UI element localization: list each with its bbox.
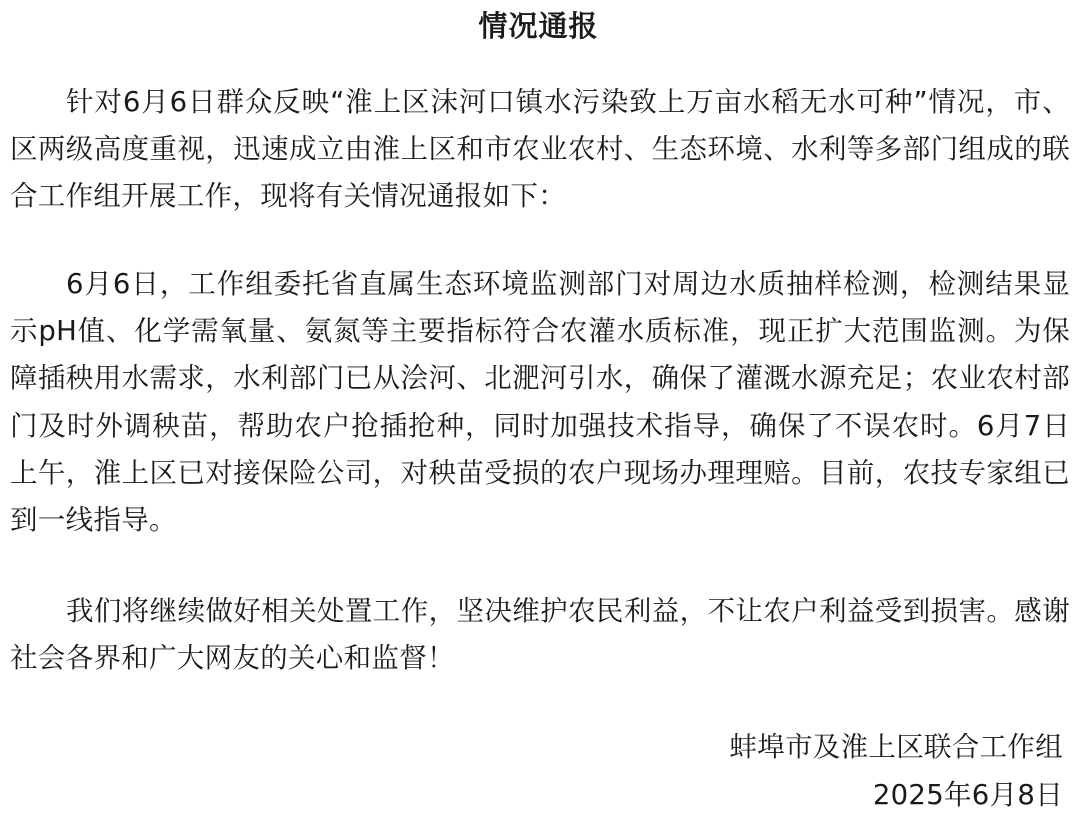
signature-block — [729, 723, 1063, 819]
document-title: 情况通报 — [478, 9, 599, 43]
signature-organization: 蚌埠市及淮上区联合工作组 — [729, 731, 1063, 763]
paragraph-intro: 针对6月6日群众反映“淮上区沫河口镇水污染致上万亩水稻无水可种”情况，市、区两级高度重视，迅速成立由淮上区和市农业农村、生态环境、水利等多部门组成的联合工作组开展工作，现将有关情况通报如下： — [10, 86, 1070, 213]
signature-date: 2025年6月8日 — [872, 779, 1063, 811]
paragraph-closing: 我们将继续做好相关处置工作，坚决维护农民利益，不让农户利益受到损害。感谢社会各界和广大网友的关心和监督！ — [10, 595, 1070, 675]
paragraph-details: 6月6日，工作组委托省直属生态环境监测部门对周边水质抽样检测，检测结果显示pH值、化学需氧量、氨氮等主要指标符合农灌水质标准，现正扩大范围监测。为保障插秧用水需求，水利部门已从浍河、北淝河引水，确保了灌溉水源充足；农业农村部门及时外调秧苗，帮助农户抢插抢种，同时加强技术指导，确保了不误农时。6月7日上午，淮上区已对接保险公司，对秧苗受损的农户现场办理理赔。目前，农技专家组已到一线指导。 — [10, 268, 1070, 537]
